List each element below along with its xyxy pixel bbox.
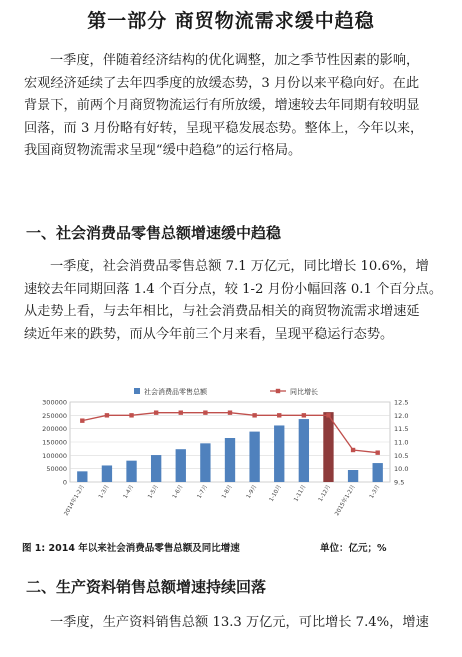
bar xyxy=(126,461,136,482)
bar xyxy=(249,432,259,482)
x-tick-label: 1-9月 xyxy=(245,484,259,500)
section-heading-1: 一、社会消费品零售总额增速缓中趋稳 xyxy=(26,224,282,242)
y2-tick-label: 12.5 xyxy=(394,398,409,407)
y2-tick-label: 11.0 xyxy=(394,438,409,447)
line-point xyxy=(326,413,330,417)
legend-swatch-series xyxy=(276,389,280,393)
y-tick-label: 150000 xyxy=(42,438,67,447)
legend-label-series: 同比增长 xyxy=(290,388,318,396)
line-point xyxy=(302,413,306,417)
line-point xyxy=(252,413,256,417)
line-point xyxy=(154,410,158,414)
x-tick-label: 2014年1-2月 xyxy=(63,484,87,517)
y-tick-label: 250000 xyxy=(42,411,67,420)
bar xyxy=(77,471,87,482)
retail-sales-chart xyxy=(34,386,434,516)
figure-unit: 单位：亿元；% xyxy=(320,543,387,554)
bar xyxy=(200,443,210,482)
page-title: 第一部分 商贸物流需求缓中趋稳 xyxy=(87,10,375,32)
line-point xyxy=(105,413,109,417)
bar xyxy=(102,465,112,482)
bar xyxy=(274,425,284,482)
figure-caption-text: 图 1: 2014 年以来社会消费品零售总额及同比增速 xyxy=(22,543,240,554)
figure-caption xyxy=(22,540,442,554)
y-tick-label: 100000 xyxy=(42,451,67,460)
x-tick-label: 1-7月 xyxy=(196,484,210,500)
line-point xyxy=(351,448,355,452)
line-point xyxy=(80,418,84,422)
bar xyxy=(225,438,235,482)
x-tick-label: 1-11月 xyxy=(293,484,308,503)
text-line: 一季度，生产资料销售总额 13.3 万亿元，可比增长 7.4%，增速 xyxy=(50,615,429,630)
bar xyxy=(348,470,358,482)
line-point xyxy=(203,410,207,414)
text-line: 我国商贸物流需求呈现“缓中趋稳”的运行格局。 xyxy=(24,143,302,158)
y-tick-label: 200000 xyxy=(42,425,67,434)
section1-paragraph xyxy=(24,256,443,346)
text-line: 背景下，前两个月商贸物流运行有所放缓，增速较去年同期有较明显 xyxy=(24,98,420,113)
y2-tick-label: 11.5 xyxy=(394,425,409,434)
text-line: 回落，而 3 月份略有好转，呈现平稳发展态势。整体上，今年以来， xyxy=(24,120,424,136)
y-tick-label: 0 xyxy=(62,478,67,487)
bar xyxy=(299,419,309,482)
bar xyxy=(373,463,383,482)
section2-paragraph xyxy=(24,612,440,635)
x-tick-label: 1-4月 xyxy=(122,484,136,500)
bar xyxy=(176,449,186,482)
text-line: 从走势上看，与去年相比，与社会消费品相关的商贸物流需求增速延 xyxy=(24,304,420,319)
y2-tick-label: 12.0 xyxy=(394,411,409,420)
line-point xyxy=(129,413,133,417)
text-line: 速较去年同期回落 1.4 个百分点，较 1-2 月份小幅回落 0.1 个百分点。 xyxy=(24,281,443,297)
x-tick-label: 1-12月 xyxy=(317,484,333,503)
text-line: 宏观经济延续了去年四季度的放缓态势，3 月份以来平稳向好。在此 xyxy=(24,75,420,91)
legend-label-bars: 社会消费品零售总额 xyxy=(144,388,207,396)
y2-tick-label: 9.5 xyxy=(394,478,405,487)
line-point xyxy=(179,410,183,414)
text-line: 一季度，伴随着经济结构的优化调整，加之季节性因素的影响， xyxy=(50,53,420,68)
x-tick-label: 1-6月 xyxy=(171,484,185,500)
chart-svg xyxy=(34,386,434,521)
x-tick-label: 1-3月 xyxy=(98,484,111,500)
line-point xyxy=(375,450,379,454)
bar xyxy=(323,412,333,482)
legend-swatch-bars xyxy=(134,388,140,394)
y2-tick-label: 10.0 xyxy=(394,465,409,474)
y-tick-label: 300000 xyxy=(42,398,67,407)
x-tick-label: 1-10月 xyxy=(268,484,283,503)
bar xyxy=(151,455,161,482)
line-point xyxy=(228,410,232,414)
intro-paragraph xyxy=(24,50,440,163)
section-heading-2: 二、生产资料销售总额增速持续回落 xyxy=(26,578,267,596)
y-tick-label: 50000 xyxy=(46,465,67,474)
line-point xyxy=(277,413,281,417)
text-line: 一季度，社会消费品零售总额 7.1 万亿元，同比增长 10.6%，增 xyxy=(50,259,429,274)
x-tick-label: 1-5月 xyxy=(147,484,160,500)
x-tick-label: 2015年1-2月 xyxy=(334,484,357,517)
x-tick-label: 1-3月 xyxy=(368,484,382,500)
x-tick-label: 1-8月 xyxy=(221,484,234,500)
y2-tick-label: 10.5 xyxy=(394,451,409,460)
text-line: 续近年来的跌势，而从今年前三个月来看，呈现平稳运行态势。 xyxy=(24,326,394,342)
